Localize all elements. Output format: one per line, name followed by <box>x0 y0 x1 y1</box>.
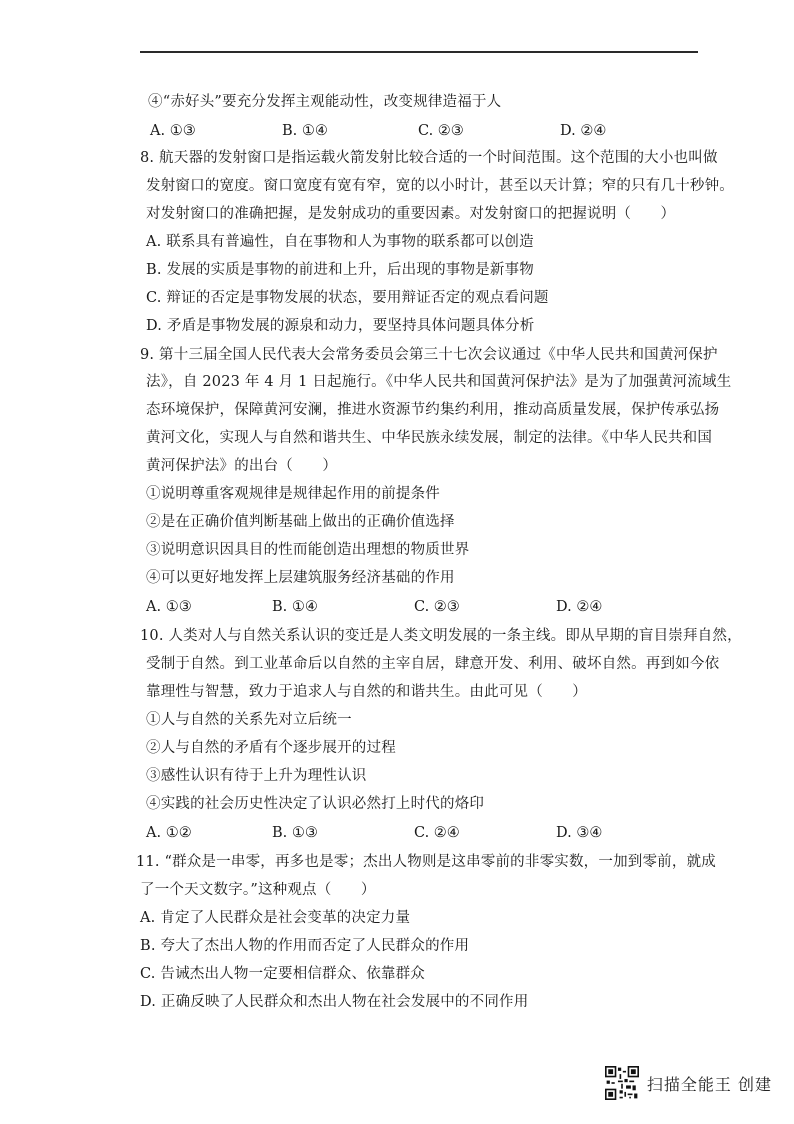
q9-stem-line-4: 黄河文化，实现人与自然和谐共生、中华民族永续发展，制定的法律。《中华人民共和国 <box>146 430 713 446</box>
q8-stem-line-3: 对发射窗口的准确把握，是发射成功的重要因素。对发射窗口的把握说明（ ） <box>146 206 676 222</box>
q10-item-2: ②人与自然的矛盾有个逐步展开的过程 <box>146 740 396 756</box>
scanner-brand-text: 扫描全能王 创建 <box>646 1074 772 1094</box>
q7-option-c: C. ②③ <box>418 123 464 139</box>
q8-choice-c: C. 辩证的否定是事物发展的状态，要用辩证否定的观点看问题 <box>146 290 549 306</box>
q11-stem-line-2: 了一个天文数字。”这种观点（ ） <box>140 882 376 898</box>
q9-item-1: ①说明尊重客观规律是规律起作用的前提条件 <box>146 486 440 502</box>
q10-item-3: ③感性认识有待于上升为理性认识 <box>146 768 367 784</box>
q7-option-d: D. ②④ <box>560 123 607 139</box>
q11-choice-a: A. 肯定了人民群众是社会变革的决定力量 <box>140 910 411 926</box>
q10-stem-line-2: 受制于自然。到工业革命后以自然的主宰自居，肆意开发、利用、破坏自然。再到如今依 <box>146 656 720 672</box>
q10-option-c: C. ②④ <box>414 825 460 841</box>
q11-choice-c: C. 告诫杰出人物一定要相信群众、依靠群众 <box>140 966 425 982</box>
q9-stem-line-2: 法》，自 2023 年 4 月 1 日起施行。《中华人民共和国黄河保护法》是为了加强黄河流域生 <box>146 374 732 390</box>
q9-option-d: D. ②④ <box>556 599 603 615</box>
q7-option-b: B. ①④ <box>282 123 328 139</box>
q9-stem-line-1: 9. 第十三届全国人民代表大会常务委员会第三十七次会议通过《中华人民共和国黄河保护 <box>140 347 718 363</box>
q9-item-2: ②是在正确价值判断基础上做出的正确价值选择 <box>146 514 455 530</box>
top-rule <box>140 51 698 53</box>
q9-option-c: C. ②③ <box>414 599 460 615</box>
scanner-watermark <box>605 1066 772 1100</box>
q10-item-4: ④实践的社会历史性决定了认识必然打上时代的烙印 <box>146 796 485 812</box>
q9-option-a: A. ①③ <box>146 599 192 615</box>
q9-stem-line-5: 黄河保护法》的出台（ ） <box>146 458 338 474</box>
q10-item-1: ①人与自然的关系先对立后统一 <box>146 712 352 728</box>
q11-choice-d: D. 正确反映了人民群众和杰出人物在社会发展中的不同作用 <box>140 994 529 1010</box>
q9-item-3: ③说明意识因具目的性而能创造出理想的物质世界 <box>146 542 470 558</box>
q9-option-b: B. ①④ <box>272 599 318 615</box>
q8-choice-a: A. 联系具有普遍性，自在事物和人为事物的联系都可以创造 <box>146 234 534 250</box>
q8-stem-line-1: 8. 航天器的发射窗口是指运载火箭发射比较合适的一个时间范围。这个范围的大小也叫做 <box>140 150 718 166</box>
q7-option-a: A. ①③ <box>150 123 196 139</box>
q8-choice-d: D. 矛盾是事物发展的源泉和动力，要坚持具体问题具体分析 <box>146 318 535 334</box>
q10-stem-line-3: 靠理性与智慧，致力于追求人与自然的和谐共生。由此可见（ ） <box>146 684 587 700</box>
q11-stem-line-1: 11. “群众是一串零，再多也是零；杰出人物则是这串零前的非零实数，一加到零前，就成 <box>136 854 716 870</box>
q9-item-4: ④可以更好地发挥上层建筑服务经济基础的作用 <box>146 570 455 586</box>
q10-option-a: A. ①② <box>146 825 192 841</box>
q10-option-b: B. ①③ <box>272 825 318 841</box>
qr-code-icon <box>605 1066 639 1100</box>
q8-stem-line-2: 发射窗口的宽度。窗口宽度有宽有窄，宽的以小时计，甚至以天计算；窄的只有几十秒钟。 <box>146 178 734 194</box>
q9-stem-line-3: 态环境保护，保障黄河安澜，推进水资源节约集约利用，推动高质量发展，保护传承弘扬 <box>146 402 720 418</box>
q10-option-d: D. ③④ <box>556 825 603 841</box>
q8-choice-b: B. 发展的实质是事物的前进和上升，后出现的事物是新事物 <box>146 262 534 278</box>
q11-choice-b: B. 夸大了杰出人物的作用而否定了人民群众的作用 <box>140 938 470 954</box>
q7-item-4: ④“赤好头”要充分发挥主观能动性，改变规律造福于人 <box>148 94 502 110</box>
q10-stem-line-1: 10. 人类对人与自然关系认识的变迁是人类文明发展的一条主线。即从早期的盲目崇拜自然， <box>140 628 742 644</box>
